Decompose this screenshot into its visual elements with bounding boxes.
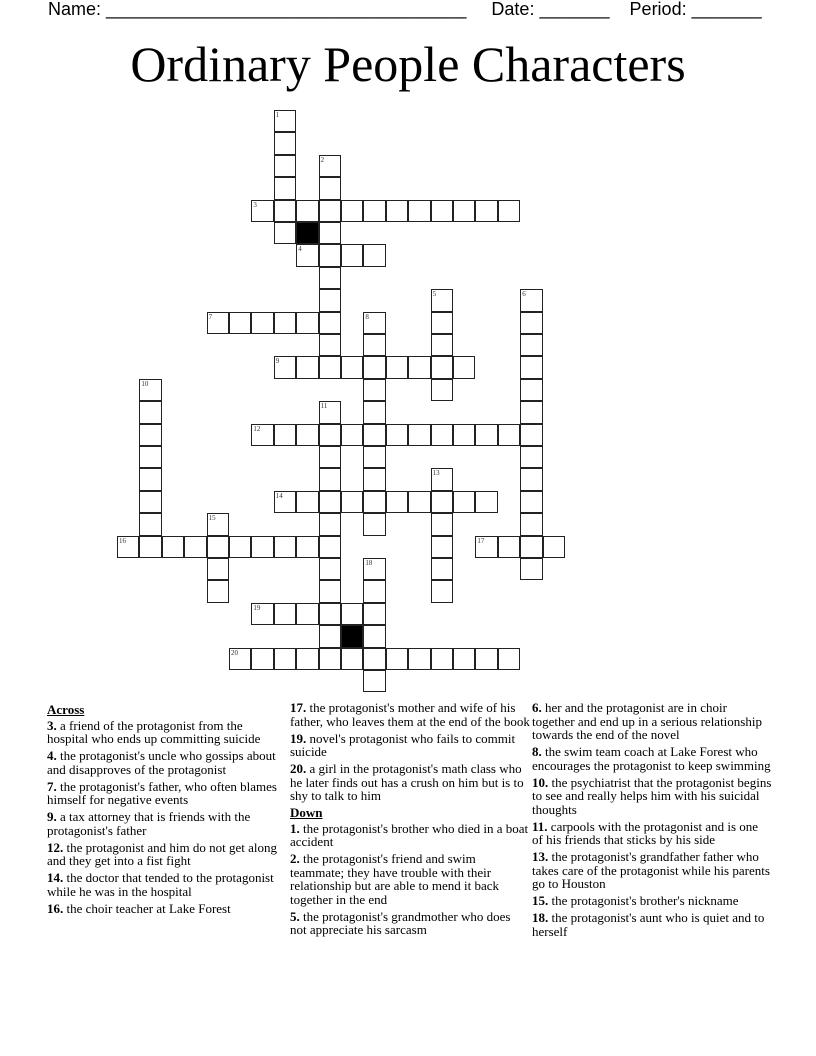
clue-number: 4 — [298, 245, 302, 254]
grid-cell[interactable] — [274, 603, 296, 625]
period-field[interactable]: Period: _______ — [629, 0, 762, 19]
grid-cell[interactable] — [520, 558, 542, 580]
grid-cell[interactable] — [386, 200, 408, 222]
clue-number: 6 — [522, 290, 526, 299]
clues-column-1 — [47, 701, 287, 919]
grid-cell[interactable] — [319, 625, 341, 647]
grid-cell[interactable] — [520, 334, 542, 356]
grid-cell[interactable] — [274, 222, 296, 244]
grid-cell[interactable] — [117, 536, 139, 558]
grid-cell[interactable] — [296, 312, 318, 334]
grid-cell[interactable] — [319, 155, 341, 177]
grid-cell[interactable] — [363, 379, 385, 401]
grid-cell[interactable] — [520, 446, 542, 468]
clue-number: 2 — [320, 155, 325, 164]
grid-cell[interactable] — [363, 244, 385, 266]
grid-cell[interactable] — [319, 424, 341, 446]
clue-number: 5 — [432, 290, 437, 299]
grid-cell[interactable] — [319, 580, 341, 602]
clue-number: 20 — [231, 648, 238, 657]
grid-cell[interactable] — [341, 356, 363, 378]
clue-number: 3 — [253, 200, 257, 209]
clue-down-13: 13. the protagonist's grandfather father who takes care of the protagonist while his parents go to Houston — [532, 849, 770, 891]
grid-cell[interactable] — [319, 446, 341, 468]
grid-cell[interactable] — [296, 244, 318, 266]
grid-cell[interactable] — [341, 424, 363, 446]
grid-cell[interactable] — [431, 536, 453, 558]
grid-cell[interactable] — [431, 648, 453, 670]
grid-cell[interactable] — [363, 513, 385, 535]
grid-cell[interactable] — [296, 424, 318, 446]
grid-cell[interactable] — [520, 491, 542, 513]
grid-cell[interactable] — [363, 603, 385, 625]
clue-across-3: 3. a friend of the protagonist from the hospital who ends up committing suicide — [47, 717, 261, 746]
grid-cell[interactable] — [296, 603, 318, 625]
grid-cell[interactable] — [475, 536, 497, 558]
clue-number: 1 — [275, 111, 280, 119]
grid-cell[interactable] — [475, 200, 497, 222]
clue-number: 16 — [119, 536, 126, 545]
grid-cell[interactable] — [475, 424, 497, 446]
grid-cell[interactable] — [319, 312, 341, 334]
grid-cell[interactable] — [408, 356, 430, 378]
grid-cell[interactable] — [520, 401, 542, 423]
clue-across-4: 4. the protagonist's uncle who gossips about and disapproves of the protagonist — [47, 748, 276, 777]
grid-cell[interactable] — [363, 312, 385, 334]
clue-number: 19 — [253, 603, 261, 612]
clues-column-2 — [290, 701, 530, 940]
grid-cell[interactable] — [431, 424, 453, 446]
grid-cell[interactable] — [319, 513, 341, 535]
clue-down-18: 18. the protagonist's aunt who is quiet and to herself — [532, 910, 765, 939]
grid-cell[interactable] — [431, 580, 453, 602]
grid-cell[interactable] — [520, 289, 542, 311]
grid-cell[interactable] — [498, 200, 520, 222]
grid-cell[interactable] — [520, 536, 542, 558]
grid-cell[interactable] — [386, 648, 408, 670]
grid-cell[interactable] — [274, 110, 296, 132]
grid-cell[interactable] — [363, 446, 385, 468]
grid-cell[interactable] — [431, 513, 453, 535]
grid-cell[interactable] — [319, 491, 341, 513]
grid-cell[interactable] — [431, 289, 453, 311]
clue-down-6: 6. her and the protagonist are in choir together and end up in a serious relationship towards the end of the novel — [532, 700, 762, 742]
grid-cell[interactable] — [431, 558, 453, 580]
grid-cell[interactable] — [319, 536, 341, 558]
grid-cell[interactable] — [319, 401, 341, 423]
clue-number: 12 — [253, 424, 261, 433]
clue-across-7: 7. the protagonist's father, who often blames himself for negative events — [47, 778, 277, 807]
grid-cell[interactable] — [520, 379, 542, 401]
clue-down-15: 15. the protagonist's brother's nickname — [532, 893, 739, 908]
grid-cell[interactable] — [296, 648, 318, 670]
grid-cell[interactable] — [229, 536, 251, 558]
clue-down-8: 8. the swim team coach at Lake Forest who encourages the protagonist to keep swimming — [532, 744, 771, 773]
grid-cell[interactable] — [520, 468, 542, 490]
clue-down-5: 5. the protagonist's grandmother who does not appreciate his sarcasm — [290, 908, 511, 937]
grid-cell[interactable] — [408, 648, 430, 670]
grid-cell[interactable] — [319, 558, 341, 580]
grid-cell[interactable] — [431, 491, 453, 513]
grid-cell[interactable] — [341, 244, 363, 266]
date-field[interactable]: Date: _______ — [491, 0, 610, 19]
grid-cell[interactable] — [363, 491, 385, 513]
grid-cell[interactable] — [319, 289, 341, 311]
grid-cell[interactable] — [431, 312, 453, 334]
grid-cell[interactable] — [274, 155, 296, 177]
grid-cell[interactable] — [207, 580, 229, 602]
grid-cell[interactable] — [139, 379, 161, 401]
grid-cell[interactable] — [319, 200, 341, 222]
grid-cell[interactable] — [319, 222, 341, 244]
grid-cell[interactable] — [251, 424, 273, 446]
clue-across-17: 17. the protagonist's mother and wife of his father, who leaves them at the end of the book — [290, 700, 530, 729]
grid-cell[interactable] — [453, 424, 475, 446]
grid-cell[interactable] — [520, 312, 542, 334]
grid-cell[interactable] — [274, 356, 296, 378]
grid-cell[interactable] — [520, 513, 542, 535]
grid-cell[interactable] — [139, 401, 161, 423]
grid-cell[interactable] — [520, 356, 542, 378]
down-heading: Down — [290, 805, 323, 820]
grid-cell[interactable] — [431, 200, 453, 222]
clue-down-11: 11. carpools with the protagonist and is one of his friends that sticks by his side — [532, 818, 759, 847]
grid-cell[interactable] — [363, 625, 385, 647]
grid-cell[interactable] — [408, 200, 430, 222]
black-cell — [341, 625, 363, 647]
grid-cell[interactable] — [139, 491, 161, 513]
grid-cell[interactable] — [498, 424, 520, 446]
grid-cell[interactable] — [319, 334, 341, 356]
clue-across-9: 9. a tax attorney that is friends with the protagonist's father — [47, 809, 251, 838]
clue-number: 18 — [365, 559, 373, 567]
grid-cell[interactable] — [363, 580, 385, 602]
clue-across-20: 20. a girl in the protagonist's math class who he later finds out has a crush on him but is to shy to talk to him — [290, 761, 524, 803]
grid-cell[interactable] — [363, 670, 385, 692]
grid-cell[interactable] — [319, 244, 341, 266]
grid-cell[interactable] — [251, 536, 273, 558]
grid-cell[interactable] — [520, 424, 542, 446]
clue-number: 11 — [320, 402, 328, 411]
grid-cell[interactable] — [319, 356, 341, 378]
grid-cell[interactable] — [296, 356, 318, 378]
grid-cell[interactable] — [341, 648, 363, 670]
clue-number: 8 — [365, 312, 369, 321]
grid-cell[interactable] — [229, 312, 251, 334]
grid-cell[interactable] — [543, 536, 565, 558]
grid-cell[interactable] — [251, 200, 273, 222]
clue-down-2: 2. the protagonist's friend and swim teammate; they have trouble with their relationship but are able to mend it back together in the end — [290, 851, 500, 907]
grid-cell[interactable] — [431, 379, 453, 401]
grid-cell[interactable] — [475, 491, 497, 513]
grid-cell[interactable] — [207, 513, 229, 535]
grid-cell[interactable] — [363, 334, 385, 356]
grid-cell[interactable] — [431, 334, 453, 356]
grid-cell[interactable] — [431, 468, 453, 490]
grid-cell[interactable] — [498, 648, 520, 670]
grid-cell[interactable] — [207, 558, 229, 580]
grid-cell[interactable] — [296, 491, 318, 513]
grid-cell[interactable] — [386, 491, 408, 513]
grid-cell[interactable] — [251, 648, 273, 670]
grid-cell[interactable] — [319, 468, 341, 490]
grid-cell[interactable] — [453, 648, 475, 670]
grid-cell[interactable] — [207, 536, 229, 558]
clue-number: 17 — [477, 536, 485, 545]
grid-cell[interactable] — [296, 536, 318, 558]
grid-cell[interactable] — [319, 648, 341, 670]
grid-cell[interactable] — [386, 424, 408, 446]
grid-cell[interactable] — [274, 200, 296, 222]
grid-cell[interactable] — [319, 603, 341, 625]
grid-cell[interactable] — [363, 200, 385, 222]
grid-cell[interactable] — [162, 536, 184, 558]
clue-number: 13 — [432, 469, 440, 478]
grid-cell[interactable] — [363, 468, 385, 490]
clue-across-19: 19. novel's protagonist who fails to commit suicide — [290, 730, 516, 759]
clue-number: 9 — [275, 357, 280, 366]
name-field[interactable]: Name: ____________________________________ — [48, 0, 467, 19]
grid-cell[interactable] — [296, 200, 318, 222]
grid-cell[interactable] — [274, 648, 296, 670]
clue-across-14: 14. the doctor that tended to the protagonist while he was in the hospital — [47, 870, 274, 899]
clue-down-10: 10. the psychiatrist that the protagonist begins to see and really helps him with his suicidal thoughts — [532, 774, 772, 817]
clues-column-3 — [532, 701, 772, 942]
grid-cell[interactable] — [341, 491, 363, 513]
grid-cell[interactable] — [386, 356, 408, 378]
across-heading: Across — [47, 702, 85, 717]
grid-cell[interactable] — [408, 424, 430, 446]
grid-cell[interactable] — [363, 558, 385, 580]
page-title: Ordinary People Characters — [130, 36, 686, 92]
grid-cell[interactable] — [453, 491, 475, 513]
grid-cell[interactable] — [319, 177, 341, 199]
grid-cell[interactable] — [139, 536, 161, 558]
clue-number: 10 — [141, 379, 149, 388]
grid-cell[interactable] — [207, 312, 229, 334]
grid-cell[interactable] — [453, 356, 475, 378]
clue-across-12: 12. the protagonist and him do not get along and they get into a fist fight — [47, 839, 277, 868]
grid-cell[interactable] — [431, 356, 453, 378]
grid-cell[interactable] — [363, 401, 385, 423]
grid-cell[interactable] — [274, 312, 296, 334]
clue-number: 14 — [275, 491, 283, 500]
clue-number: 7 — [208, 312, 213, 321]
grid-cell[interactable] — [274, 177, 296, 199]
grid-cell[interactable] — [251, 603, 273, 625]
grid-cell[interactable] — [139, 424, 161, 446]
grid-cell[interactable] — [274, 424, 296, 446]
grid-cell[interactable] — [363, 648, 385, 670]
grid-cell[interactable] — [408, 491, 430, 513]
grid-cell[interactable] — [184, 536, 206, 558]
grid-cell[interactable] — [498, 536, 520, 558]
black-cell — [296, 222, 318, 244]
grid-cell[interactable] — [363, 356, 385, 378]
grid-cell[interactable] — [274, 132, 296, 154]
grid-cell[interactable] — [229, 648, 251, 670]
grid-cell[interactable] — [319, 267, 341, 289]
grid-cell[interactable] — [341, 603, 363, 625]
grid-cell[interactable] — [139, 513, 161, 535]
grid-cell[interactable] — [341, 200, 363, 222]
clue-down-1: 1. the protagonist's brother who died in a boat accident — [290, 820, 529, 849]
clue-number: 15 — [208, 514, 216, 523]
grid-cell[interactable] — [453, 200, 475, 222]
grid-cell[interactable] — [274, 491, 296, 513]
grid-cell[interactable] — [139, 446, 161, 468]
grid-cell[interactable] — [363, 424, 385, 446]
grid-cell[interactable] — [475, 648, 497, 670]
clue-across-16: 16. the choir teacher at Lake Forest — [47, 900, 231, 916]
grid-cell[interactable] — [139, 468, 161, 490]
grid-cell[interactable] — [274, 536, 296, 558]
grid-cell[interactable] — [251, 312, 273, 334]
